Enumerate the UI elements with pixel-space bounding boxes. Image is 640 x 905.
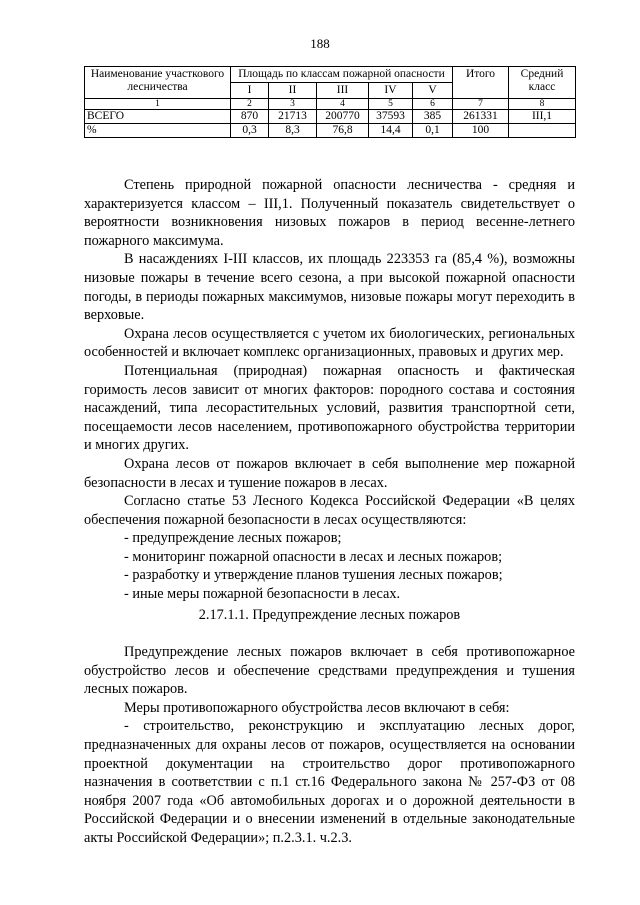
header-name: Наименование участкового лесничества [85,67,231,99]
paragraph: В насаждениях I-III классов, их площадь 223353 га (85,4 %), возможны низовые пожары в течение всего сезона, а при высокой пожарной опасности погоды, в периоды пожарных максимумов, низовые пожары могут переходить в верховые. [84,251,575,324]
cell-total: 261331 [453,110,509,124]
list-item: - иные меры пожарной безопасности в лесах. [124,586,401,603]
paragraph: Потенциальная (природная) пожарная опасность и фактическая горимость лесов зависит от многих факторов: породного состава и состояния насаждений, типа лесорастительных условий, развития транспортной сети, посещаемости лесов населением, противопожарного обустройства территории и многих других. [84,362,575,454]
cell: 37593 [369,110,413,124]
cell: 200770 [317,110,369,124]
cell: 8,3 [269,124,317,138]
paragraph: Меры противопожарного обустройства лесов включают в себя: [124,699,510,716]
col-number: 4 [317,99,369,110]
class-header: IV [369,83,413,99]
table-row [85,110,576,124]
cell: 870 [231,110,269,124]
class-header: III [317,83,369,99]
col-number: 6 [413,99,453,110]
header-area: Площадь по классам пожарной опасности [231,67,453,83]
cell: 21713 [269,110,317,124]
class-header: II [269,83,317,99]
list-item: - предупреждение лесных пожаров; [124,530,342,547]
cell: 385 [413,110,453,124]
paragraph: Охрана лесов осуществляется с учетом их биологических, региональных особенностей и включает комплекс организационных, правовых и других мер. [84,325,575,361]
cell-avg [509,124,576,138]
cell: 0,1 [413,124,453,138]
list-item: - разработку и утверждение планов тушения лесных пожаров; [124,567,503,584]
page-number: 188 [310,36,330,51]
cell-total: 100 [453,124,509,138]
cell-avg: III,1 [509,110,576,124]
cell: 76,8 [317,124,369,138]
table-header-row [85,67,576,83]
class-header: I [231,83,269,99]
col-number: 5 [369,99,413,110]
section-heading: 2.17.1.1. Предупреждение лесных пожаров [198,607,461,623]
table-row [85,124,576,138]
paragraph: Согласно статье 53 Лесного Кодекса Российской Федерации «В целях обеспечения пожарной безопасности в лесах осуществляются: [84,493,575,528]
row-name: ВСЕГО [85,110,231,124]
fire-danger-table [84,66,576,138]
header-total: Итого [453,67,509,99]
col-number: 3 [269,99,317,110]
cell: 0,3 [231,124,269,138]
body-text-bottom [84,643,575,848]
col-number: 7 [453,99,509,110]
cell: 14,4 [369,124,413,138]
paragraph: Охрана лесов от пожаров включает в себя выполнение мер пожарной безопасности в лесах и тушение пожаров в лесах. [84,455,575,491]
paragraph: - строительство, реконструкцию и эксплуатацию лесных дорог, предназначенных для охраны лесов от пожаров, осуществляется на основании проектной документации на строительство дорог противопожарного назначения в соответствии с п.1 ст.16 Федерального закона № 257-ФЗ от 08 ноября 2007 года «Об автомобильных дорогах и о дорожной деятельности в Российской Федерации и о внесении изменений в отдельные законодательные акты Российской Федерации»; п.2.3.1. ч.2.3. [84,718,575,846]
paragraph: Предупреждение лесных пожаров включает в себя противопожарное обустройство лесов и обеспечение средствами предупреждения и тушения лесных пожаров. [84,644,575,698]
section-heading-block [84,606,575,625]
list-item: - мониторинг пожарной опасности в лесах и лесных пожаров; [124,548,503,565]
table-column-numbers [85,99,576,110]
class-header: V [413,83,453,99]
body-text-top [84,176,575,604]
col-number: 2 [231,99,269,110]
row-name: % [85,124,231,138]
paragraph: Степень природной пожарной опасности лесничества - средняя и характеризуется классом – III,1. Полученный показатель свидетельствует о вероятности возникновения низовых пожаров в период весенне-летнего пожарного максимума. [84,177,575,249]
col-number: 1 [85,99,231,110]
header-avg-class: Средний класс [509,67,576,99]
col-number: 8 [509,99,576,110]
